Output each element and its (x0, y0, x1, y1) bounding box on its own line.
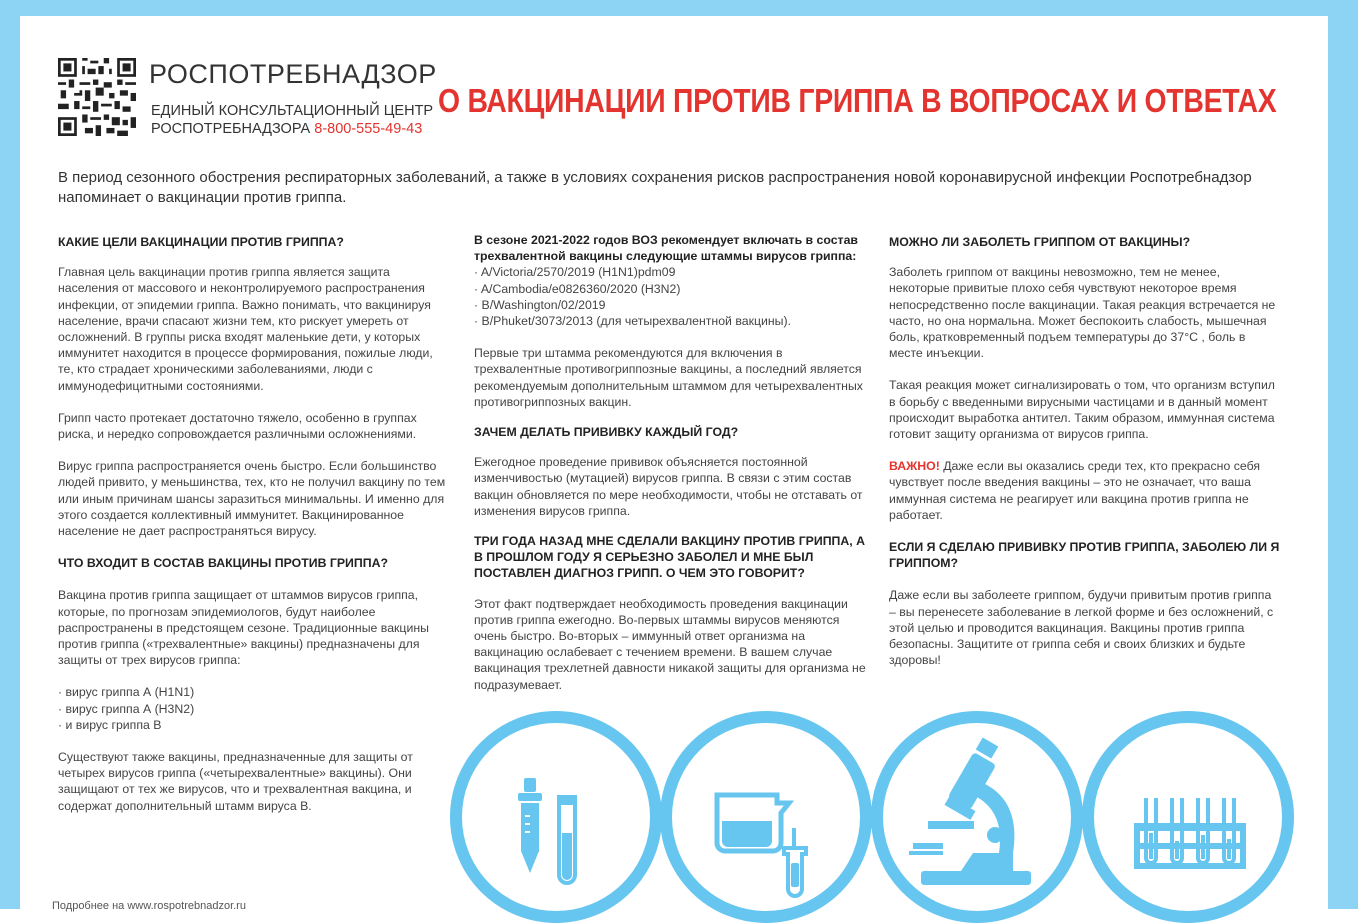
page-title: О ВАКЦИНАЦИИ ПРОТИВ ГРИППА В ВОПРОСАХ И ОТВЕТАХ (438, 82, 1277, 119)
footer-note: Подробнее на www.rospotrebnadzor.ru (52, 900, 246, 912)
column-1 (58, 234, 448, 814)
paragraph: Этот факт подтверждает необходимость проведения вакцинации против гриппа ежегодно. Во-первых штаммы вирусов меняются очень быстро. Во-вторых – иммунный ответ организма на вакцинацию ослабевает с течением времени. В вашем случае вакцинация трехлетней давности никакой защиты для организма не подразумевает. (474, 596, 866, 692)
list-item: · и вирус гриппа В (58, 717, 162, 732)
heading-three-years-ago: ТРИ ГОДА НАЗАД МНЕ СДЕЛАЛИ ВАКЦИНУ ПРОТИВ ГРИППА, А В ПРОШЛОМ ГОДУ Я СЕРЬЕЗНО ЗАБОЛЕЛ И МНЕ БЫЛ ПОСТАВЛЕН ДИАГНОЗ ГРИПП. О ЧЕМ ЭТО ГОВОРИТ? (474, 534, 865, 581)
paragraph: Ежегодное проведение прививок объясняется постоянной изменчивостью (мутацией) вирусов гриппа. В связи с этим состав вакцин обновляется по мере необходимости, чтобы не отставать от изменения вирусов гриппа. (474, 455, 863, 518)
column-2 (474, 232, 866, 693)
org-name: РОСПОТРЕБНАДЗОР (149, 59, 437, 89)
paragraph: Главная цель вакцинации против гриппа является защита населения от массового и неконтролируемого распространения инфекции, от эпидемии гриппа. Важно понимать, что вакцинируя население, врачи спасают жизни тем, кто рискует умереть от осложнений. В группы риска входят маленькие дети, у которых иммунитет находится в процессе формирования, пожилые люди, те, кто страдает хроническими заболеваниями, люди с иммунодефицитными состояниями. (58, 265, 433, 393)
important-text: Даже если вы оказались среди тех, кто прекрасно себя чувствует после введения вакцины – это не означает, что ваша иммунная система не реагирует или вакцина против гриппа не работает. (889, 459, 1260, 522)
frame-left (0, 0, 20, 909)
paragraph: Существуют также вакцины, предназначенные для защиты от четырех вирусов гриппа («четырехвалентные» вакцины). Они защищают от тех же вирусов, что и трехвалентная вакцина, и содержат дополнительный штамм вируса В. (58, 750, 413, 813)
list-item: · A/Cambodia/e0826360/2020 (H3N2) (474, 281, 681, 296)
pipette-test-tube-icon (462, 723, 650, 911)
heading-will-i-get-sick: ЕСЛИ Я СДЕЛАЮ ПРИВИВКУ ПРОТИВ ГРИППА, ЗАБОЛЕЮ ЛИ Я ГРИППОМ? (889, 540, 1280, 571)
list-item: · вирус гриппа А (H1N1) (58, 685, 195, 700)
beaker-pouring-icon (672, 723, 860, 911)
strain-list (474, 264, 866, 329)
list-item: · B/Washington/02/2019 (474, 297, 606, 312)
frame-right (1328, 0, 1358, 909)
paragraph: Грипп часто протекает достаточно тяжело, особенно в группах риска, и нередко сопровождается различными осложнениями. (58, 410, 417, 442)
test-tube-rack-icon (1094, 723, 1282, 911)
paragraph: Заболеть гриппом от вакцины невозможно, тем не менее, некоторые привитые плохо себя чувствуют некоторое время непосредственно после вакцинации. Такая реакция встречается не часто, но она нормальна. Может беспокоить слабость, мышечная боль, кратковременный подъем температуры до 37°С , боль в месте инъекции. (889, 265, 1276, 361)
heading-why-every-year: ЗАЧЕМ ДЕЛАТЬ ПРИВИВКУ КАЖДЫЙ ГОД? (474, 425, 739, 440)
paragraph: Даже если вы заболеете гриппом, будучи привитым против гриппа – вы перенесете заболевание в легкой форме и без осложнений, с этой целью и проводится вакцинация. Вакцины против гриппа безопасны. Защитите от гриппа себя и своих близких и будьте здоровы! (889, 588, 1274, 668)
icon-circle-1 (450, 711, 662, 923)
column-3 (889, 234, 1281, 668)
list-item: · A/Victoria/2570/2019 (H1N1)pdm09 (474, 265, 676, 280)
consult-center-line2 (151, 121, 422, 137)
frame-top (0, 0, 1358, 16)
list-item: · вирус гриппа А (H3N2) (58, 701, 195, 716)
icon-circle-2 (660, 711, 872, 923)
poster-sheet (20, 16, 1328, 912)
paragraph: Такая реакция может сигнализировать о том, что организм вступил в борьбу с введенными вирусными частицами и в данный момент происходит выработка антител. Таким образом, иммунная система готовит защиту организма от вирусов гриппа. (889, 378, 1275, 442)
consult-center-line2-text: РОСПОТРЕБНАДЗОРА (151, 121, 311, 137)
heading-vaccine-composition: ЧТО ВХОДИТ В СОСТАВ ВАКЦИНЫ ПРОТИВ ГРИППА? (58, 556, 388, 571)
heading-vaccination-goals: КАКИЕ ЦЕЛИ ВАКЦИНАЦИИ ПРОТИВ ГРИППА? (58, 235, 344, 249)
virus-list (58, 684, 448, 733)
consult-center-line1: ЕДИНЫЙ КОНСУЛЬТАЦИОННЫЙ ЦЕНТР (151, 103, 434, 119)
paragraph: Вакцина против гриппа защищает от штаммов вирусов гриппа, которые, по прогнозам эпидемиологов, будут наиболее распространены в предстоящем сезоне. Традиционные вакцины против гриппа («трехвалентные» вакцины) предназначены для защиты от трех вирусов гриппа: (58, 588, 429, 668)
intro-paragraph: В период сезонного обострения респираторных заболеваний, а также в условиях сохранения рисков распространения новой коронавирусной инфекции Роспотребнадзор напоминает о вакцинации против гриппа. (58, 169, 1252, 206)
icon-circle-4 (1082, 711, 1294, 923)
paragraph: Первые три штамма рекомендуются для включения в трехвалентные противогриппозные вакцины, а последний является рекомендуемым дополнительным штаммом для четырехвалентных противогриппозных вакцин. (474, 346, 863, 409)
list-item: · B/Phuket/3073/2013 (для четырехвалентной вакцины). (474, 314, 792, 329)
lead-who-recommendation: В сезоне 2021-2022 годов ВОЗ рекомендует включать в состав трехвалентной вакцины следующие штаммы вирусов гриппа: (474, 233, 858, 264)
icon-circle-3 (871, 711, 1083, 923)
important-paragraph (889, 458, 1281, 523)
paragraph: Вирус гриппа распространяется очень быстро. Если большинство людей привито, у меньшинства, тех, кто не получил вакцину по тем или иным причинам шансы заразиться минимальны. И именно для этого создается коллективный иммунитет. Вакцинированное население не дает распространяться вирусу. (58, 459, 446, 539)
hotline-phone: 8-800-555-49-43 (314, 121, 423, 137)
microscope-icon (883, 723, 1071, 911)
qr-code-icon (58, 58, 136, 136)
heading-can-vaccine-cause-flu: МОЖНО ЛИ ЗАБОЛЕТЬ ГРИППОМ ОТ ВАКЦИНЫ? (889, 235, 1191, 249)
important-label: ВАЖНО! (889, 459, 940, 474)
